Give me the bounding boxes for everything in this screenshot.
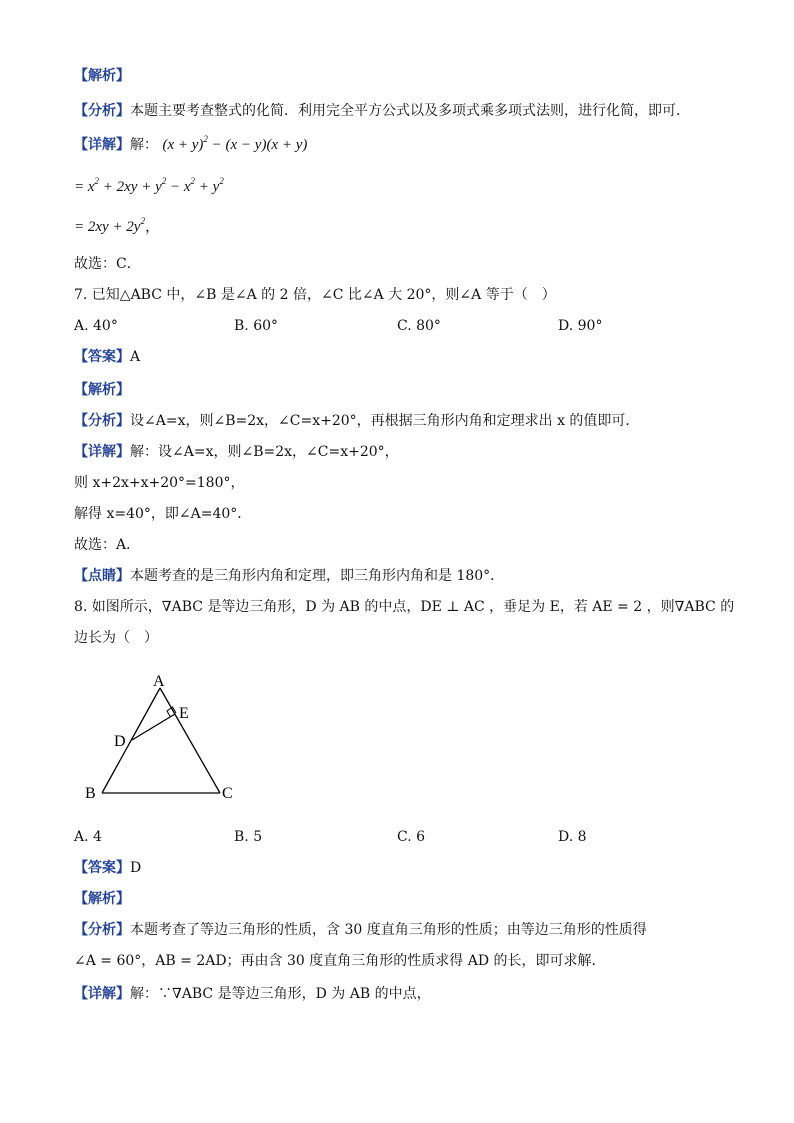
label-b: B — [85, 785, 96, 802]
prev-step-1: = $x^2 + 2xy + y^2 - x^2 + y^2$ — [74, 176, 224, 195]
label-d: D — [114, 733, 126, 750]
q8-stem-line-1: 8. 如图所示，∇ABC 是等边三角形，D 为 AB 的中点，DE ⊥ AC ，垂足为 E，若 AE = 2 ，则∇ABC 的 — [74, 599, 735, 615]
prev-detail-line — [74, 135, 307, 155]
q7-comment-line — [74, 566, 504, 586]
label-e: E — [179, 705, 189, 722]
q8-analysis-line-1: 【分析】本题考查了等边三角形的性质，含 30 度直角三角形的性质；由等边三角形的性质得 — [74, 922, 647, 938]
prev-expression: $(x + y)^2 - (x - y)(x + y)$ — [162, 134, 308, 153]
q8-option-a: A. 4 — [74, 829, 102, 845]
prev-step-2: = $2xy + 2y^2$， — [74, 216, 160, 235]
q7-detail-line: 【详解】解：设∠A=x，则∠B=2x，∠C=x+20°， — [74, 444, 399, 460]
q7-analysis-heading: 【解析】 — [74, 382, 130, 398]
label-c: C — [222, 785, 233, 802]
q8-detail-text: 解：∵∇ABC 是等边三角形，D 为 AB 的中点， — [130, 986, 431, 1002]
q7-analysis-text: 设∠A=x，则∠B=2x，∠C=x+20°，再根据三角形内角和定理求出 x 的值即可． — [130, 413, 640, 429]
q8-stem-line-2: 边长为（ ） — [74, 630, 158, 646]
q7-option-c: C. 80° — [397, 318, 441, 334]
q7-comment-text: 本题考查的是三角形内角和定理，即三角形内角和是 180°． — [130, 568, 505, 584]
q7-detail-text: 解：设∠A=x，则∠B=2x，∠C=x+20°， — [130, 444, 399, 460]
q8-analysis-text-1: 本题考查了等边三角形的性质，含 30 度直角三角形的性质；由等边三角形的性质得 — [130, 922, 647, 938]
prev-detail-prefix: 解： — [130, 137, 158, 153]
q7-answer: A — [130, 349, 141, 365]
side-ac — [160, 688, 220, 793]
q8-option-b: B. 5 — [234, 829, 263, 845]
q7-choice: 故选：A． — [74, 537, 141, 553]
q7-analysis-line: 【分析】设∠A=x，则∠B=2x，∠C=x+20°，再根据三角形内角和定理求出 x 的值即可． — [74, 413, 640, 429]
comment-tag: 【点睛】 — [74, 568, 130, 584]
q8-option-d: D. 8 — [558, 829, 587, 845]
prev-analysis-line — [74, 101, 690, 121]
label-a: A — [153, 673, 165, 690]
analysis-tag: 【分析】 — [74, 103, 130, 119]
prev-choice: 故选：C． — [74, 256, 141, 272]
triangle-figure — [70, 665, 250, 810]
q7-step-1: 则 x+2x+x+20°=180°， — [74, 475, 245, 491]
q8-answer: D — [130, 860, 142, 876]
q8-detail-line: 【详解】解：∵∇ABC 是等边三角形，D 为 AB 的中点， — [74, 986, 431, 1002]
q7-option-d: D. 90° — [558, 318, 603, 334]
answer-tag: 【答案】 — [74, 349, 130, 365]
q8-answer-line: 【答案】D — [74, 860, 142, 876]
q7-step-2: 解得 x=40°，即∠A=40°． — [74, 506, 252, 522]
q7-option-b: B. 60° — [234, 318, 279, 334]
q7-stem: 7. 已知△ABC 中，∠B 是∠A 的 2 倍，∠C 比∠A 大 20°，则∠A 等于（ ） — [74, 287, 556, 303]
prev-analysis-text: 本题主要考查整式的化简．利用完全平方公式以及多项式乘多项式法则，进行化简，即可． — [130, 103, 690, 119]
q8-analysis-heading: 【解析】 — [74, 891, 130, 907]
q8-analysis-line-2: ∠A = 60°，AB = 2AD；再由含 30 度直角三角形的性质求得 AD 的长，即可求解． — [74, 953, 606, 969]
q7-answer-line — [74, 347, 140, 367]
side-ab — [102, 688, 160, 793]
detail-tag: 【详解】 — [74, 137, 130, 153]
analysis-heading: 【解析】 — [74, 68, 130, 84]
q7-option-a: A. 40° — [74, 318, 118, 334]
q8-option-c: C. 6 — [397, 829, 426, 845]
